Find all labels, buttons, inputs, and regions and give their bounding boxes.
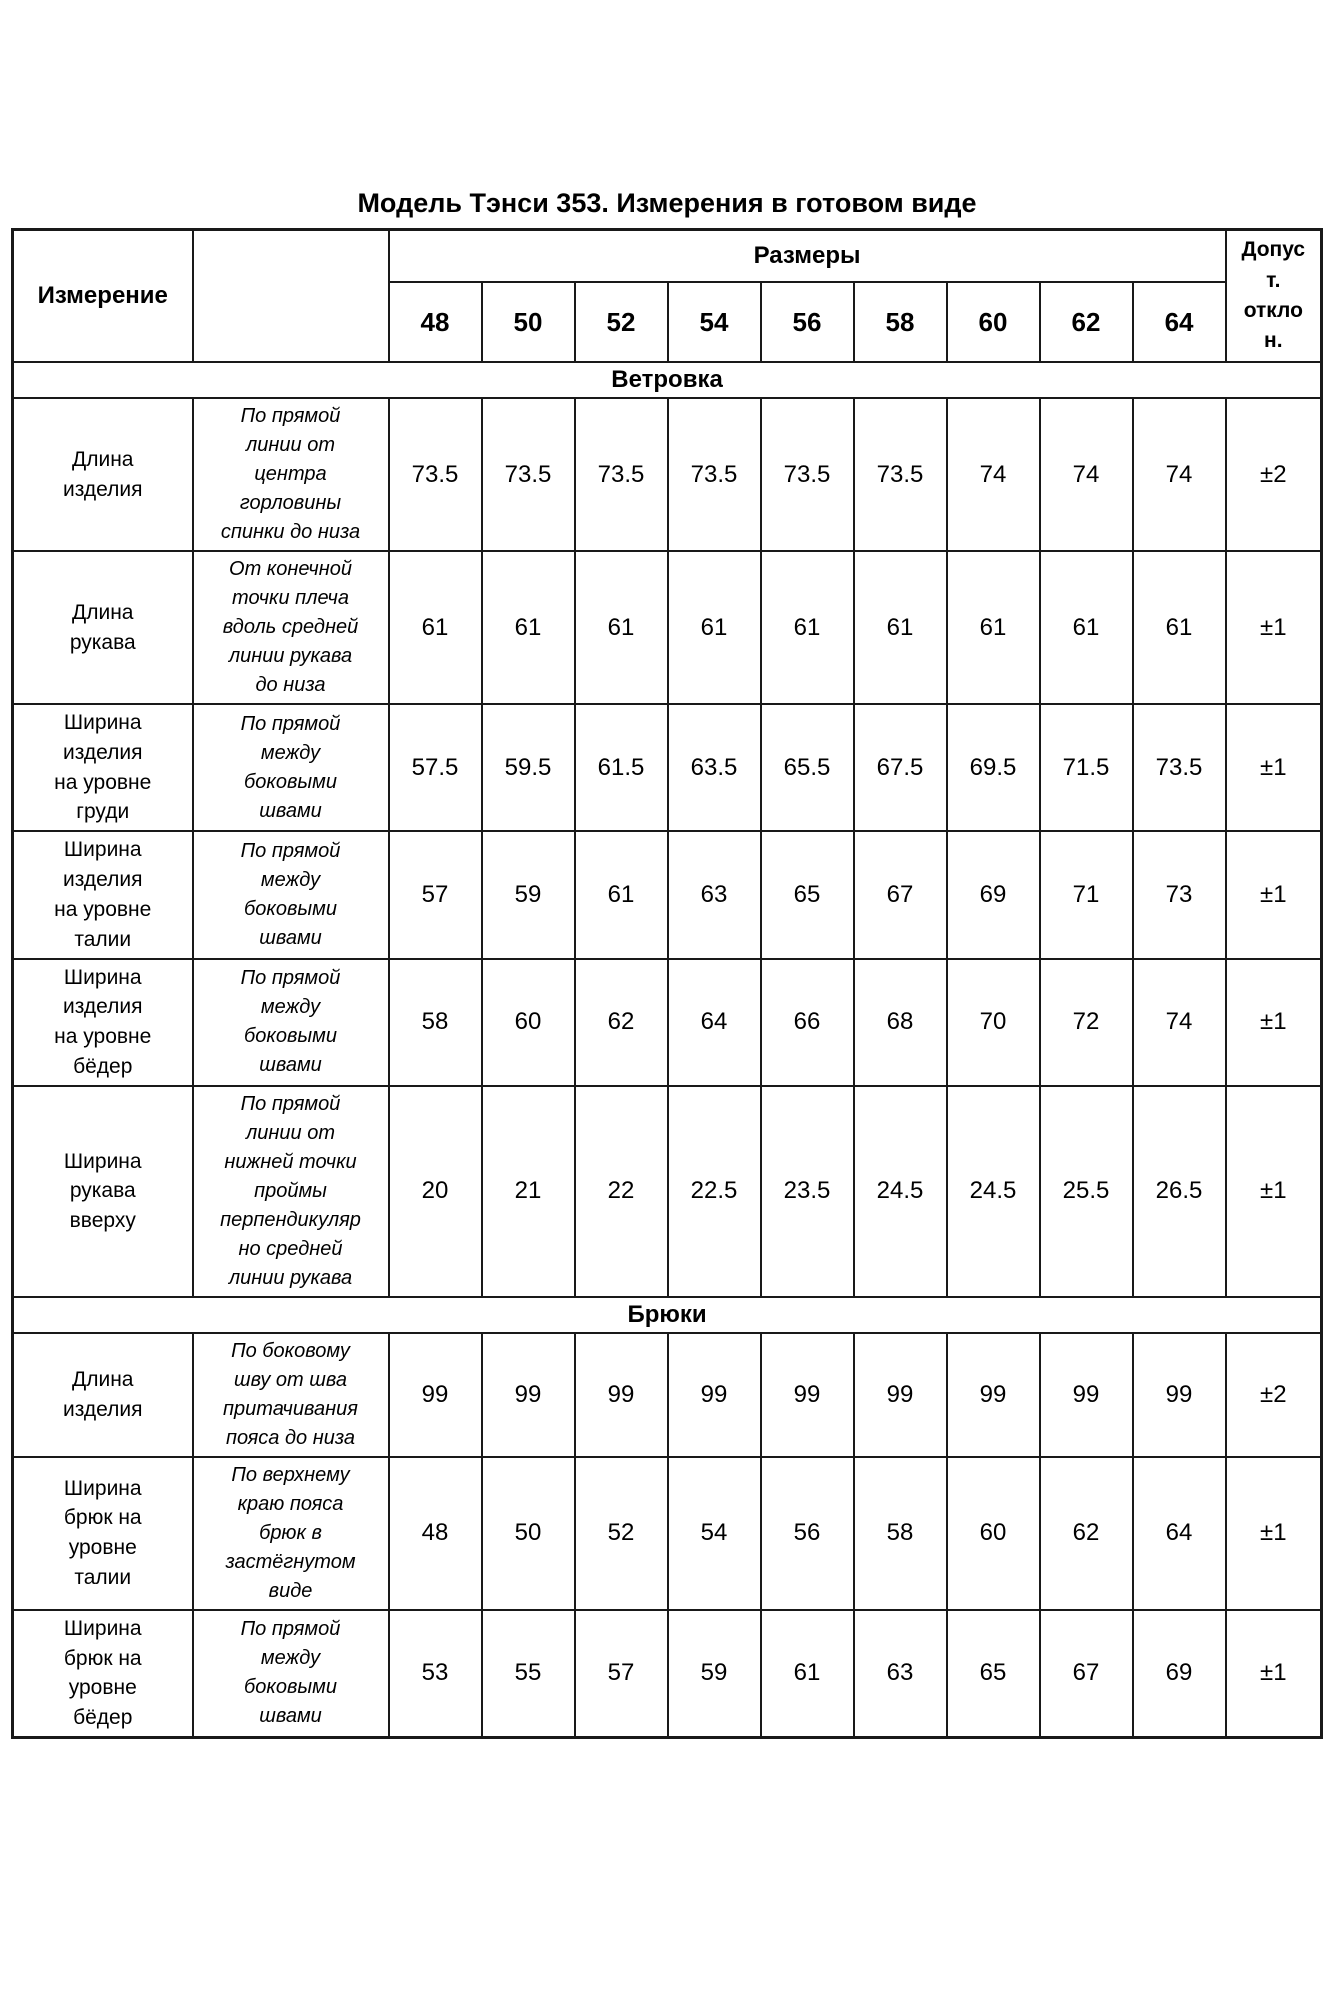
size-value: 67.5 xyxy=(854,704,947,831)
size-value: 99 xyxy=(668,1333,761,1457)
section-title: Брюки xyxy=(13,1297,1322,1333)
measurement-method: По верхнему краю пояса брюк в застёгнутом виде xyxy=(193,1457,389,1610)
size-value: 73.5 xyxy=(482,398,575,551)
size-value: 99 xyxy=(1040,1333,1133,1457)
size-value: 64 xyxy=(668,959,761,1086)
size-value: 61 xyxy=(482,551,575,704)
size-value: 65 xyxy=(947,1610,1040,1738)
size-value: 63.5 xyxy=(668,704,761,831)
table-row xyxy=(13,704,1322,831)
size-value: 23.5 xyxy=(761,1086,854,1297)
size-value: 74 xyxy=(1133,398,1226,551)
measurement-method: По прямой между боковыми швами xyxy=(193,831,389,958)
size-col-64: 64 xyxy=(1133,282,1226,362)
size-value: 99 xyxy=(854,1333,947,1457)
column-header-description-empty xyxy=(193,230,389,363)
size-value: 99 xyxy=(482,1333,575,1457)
size-value: 50 xyxy=(482,1457,575,1610)
size-value: 73.5 xyxy=(1133,704,1226,831)
table-row xyxy=(13,1610,1322,1738)
section-row xyxy=(13,362,1322,398)
size-value: 61 xyxy=(761,551,854,704)
size-value: 59.5 xyxy=(482,704,575,831)
tolerance-value: ±1 xyxy=(1226,831,1322,958)
size-value: 52 xyxy=(575,1457,668,1610)
tolerance-value: ±1 xyxy=(1226,1457,1322,1610)
tolerance-header-label: Допуст. отклон. xyxy=(1241,238,1306,353)
measurement-method: По прямой линии от центра горловины спинки до низа xyxy=(193,398,389,551)
size-value: 99 xyxy=(761,1333,854,1457)
section-row xyxy=(13,1297,1322,1333)
table-row xyxy=(13,398,1322,551)
measurement-method: По прямой между боковыми швами xyxy=(193,1610,389,1738)
size-value: 62 xyxy=(1040,1457,1133,1610)
table-row xyxy=(13,1457,1322,1610)
measurements-table xyxy=(11,228,1323,1739)
size-value: 74 xyxy=(1133,959,1226,1086)
size-value: 73.5 xyxy=(389,398,482,551)
size-value: 61.5 xyxy=(575,704,668,831)
size-value: 61 xyxy=(575,831,668,958)
size-value: 63 xyxy=(668,831,761,958)
size-value: 99 xyxy=(1133,1333,1226,1457)
measurement-method: По прямой между боковыми швами xyxy=(193,959,389,1086)
size-value: 64 xyxy=(1133,1457,1226,1610)
size-value: 67 xyxy=(854,831,947,958)
size-value: 57 xyxy=(389,831,482,958)
size-col-62: 62 xyxy=(1040,282,1133,362)
measurement-name: Ширина изделия на уровне талии xyxy=(13,831,193,958)
table-header xyxy=(13,230,1322,363)
size-value: 69 xyxy=(1133,1610,1226,1738)
tolerance-value: ±1 xyxy=(1226,704,1322,831)
size-value: 69 xyxy=(947,831,1040,958)
size-value: 71.5 xyxy=(1040,704,1133,831)
size-col-52: 52 xyxy=(575,282,668,362)
size-value: 48 xyxy=(389,1457,482,1610)
size-value: 67 xyxy=(1040,1610,1133,1738)
size-value: 57.5 xyxy=(389,704,482,831)
size-value: 60 xyxy=(482,959,575,1086)
size-value: 61 xyxy=(668,551,761,704)
size-value: 99 xyxy=(389,1333,482,1457)
column-header-measurement: Измерение xyxy=(13,230,193,363)
size-value: 73.5 xyxy=(854,398,947,551)
size-value: 69.5 xyxy=(947,704,1040,831)
size-value: 73.5 xyxy=(668,398,761,551)
size-value: 61 xyxy=(389,551,482,704)
size-value: 55 xyxy=(482,1610,575,1738)
tolerance-value: ±1 xyxy=(1226,959,1322,1086)
size-value: 72 xyxy=(1040,959,1133,1086)
size-value: 57 xyxy=(575,1610,668,1738)
size-value: 54 xyxy=(668,1457,761,1610)
size-value: 61 xyxy=(761,1610,854,1738)
size-col-54: 54 xyxy=(668,282,761,362)
size-value: 24.5 xyxy=(947,1086,1040,1297)
page-title: Модель Тэнси 353. Измерения в готовом виде xyxy=(357,188,977,218)
size-value: 61 xyxy=(854,551,947,704)
size-value: 53 xyxy=(389,1610,482,1738)
table-body xyxy=(13,362,1322,1738)
tolerance-value: ±1 xyxy=(1226,551,1322,704)
size-value: 99 xyxy=(947,1333,1040,1457)
size-value: 22.5 xyxy=(668,1086,761,1297)
size-value: 58 xyxy=(389,959,482,1086)
size-col-50: 50 xyxy=(482,282,575,362)
size-value: 58 xyxy=(854,1457,947,1610)
table-row xyxy=(13,551,1322,704)
table-row xyxy=(13,1086,1322,1297)
size-value: 73 xyxy=(1133,831,1226,958)
size-value: 20 xyxy=(389,1086,482,1297)
size-value: 21 xyxy=(482,1086,575,1297)
size-value: 71 xyxy=(1040,831,1133,958)
size-value: 65.5 xyxy=(761,704,854,831)
measurement-name: Ширина изделия на уровне груди xyxy=(13,704,193,831)
size-value: 73.5 xyxy=(575,398,668,551)
size-col-48: 48 xyxy=(389,282,482,362)
measurement-name: Длина рукава xyxy=(13,551,193,704)
column-header-tolerance xyxy=(1226,230,1322,363)
section-title: Ветровка xyxy=(13,362,1322,398)
measurement-method: По прямой линии от нижней точки проймы перпендикулярно средней линии рукава xyxy=(193,1086,389,1297)
size-value: 61 xyxy=(575,551,668,704)
tolerance-value: ±1 xyxy=(1226,1086,1322,1297)
size-value: 70 xyxy=(947,959,1040,1086)
size-value: 22 xyxy=(575,1086,668,1297)
column-header-sizes: Размеры xyxy=(389,230,1226,283)
size-col-56: 56 xyxy=(761,282,854,362)
size-value: 59 xyxy=(668,1610,761,1738)
size-value: 62 xyxy=(575,959,668,1086)
size-value: 59 xyxy=(482,831,575,958)
size-value: 65 xyxy=(761,831,854,958)
tolerance-value: ±2 xyxy=(1226,1333,1322,1457)
size-value: 26.5 xyxy=(1133,1086,1226,1297)
table-row xyxy=(13,831,1322,958)
size-value: 74 xyxy=(1040,398,1133,551)
measurement-name: Ширина брюк на уровне бёдер xyxy=(13,1610,193,1738)
measurement-method: По прямой между боковыми швами xyxy=(193,704,389,831)
size-value: 74 xyxy=(947,398,1040,551)
tolerance-value: ±2 xyxy=(1226,398,1322,551)
size-value: 25.5 xyxy=(1040,1086,1133,1297)
header-row-top xyxy=(13,230,1322,283)
measurement-name: Ширина изделия на уровне бёдер xyxy=(13,959,193,1086)
size-value: 68 xyxy=(854,959,947,1086)
size-value: 61 xyxy=(1040,551,1133,704)
size-value: 99 xyxy=(575,1333,668,1457)
measurement-method: По боковому шву от шва притачивания пояса до низа xyxy=(193,1333,389,1457)
measurement-name: Ширина брюк на уровне талии xyxy=(13,1457,193,1610)
measurement-name: Длина изделия xyxy=(13,1333,193,1457)
measurement-name: Ширина рукава вверху xyxy=(13,1086,193,1297)
size-value: 63 xyxy=(854,1610,947,1738)
measurement-method: От конечной точки плеча вдоль средней линии рукава до низа xyxy=(193,551,389,704)
measurement-name: Длина изделия xyxy=(13,398,193,551)
size-col-60: 60 xyxy=(947,282,1040,362)
size-value: 61 xyxy=(1133,551,1226,704)
size-value: 60 xyxy=(947,1457,1040,1610)
size-value: 56 xyxy=(761,1457,854,1610)
size-col-58: 58 xyxy=(854,282,947,362)
table-row xyxy=(13,1333,1322,1457)
size-value: 61 xyxy=(947,551,1040,704)
tolerance-value: ±1 xyxy=(1226,1610,1322,1738)
table-row xyxy=(13,959,1322,1086)
size-value: 73.5 xyxy=(761,398,854,551)
size-value: 24.5 xyxy=(854,1086,947,1297)
size-value: 66 xyxy=(761,959,854,1086)
